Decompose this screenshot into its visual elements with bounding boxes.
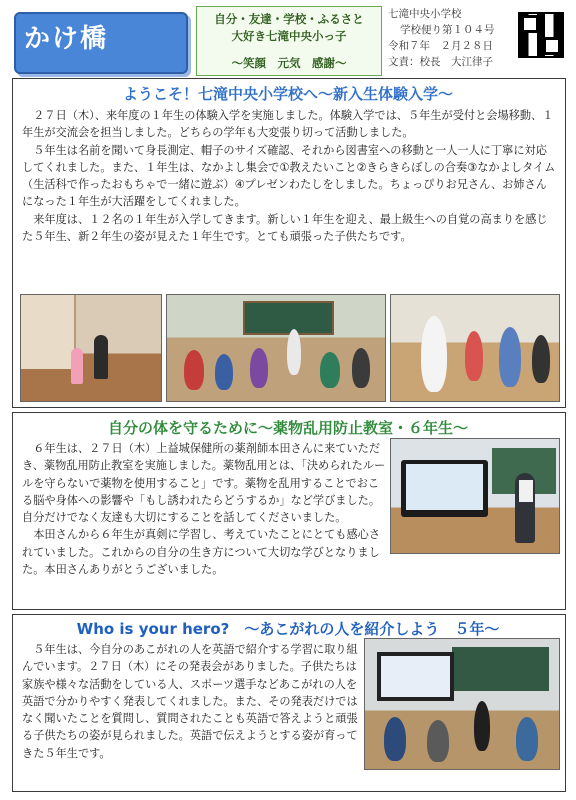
- photo-english-presentation: [364, 638, 560, 770]
- section-body-drug-abuse-prevention: [22, 440, 386, 578]
- section-title-trial-enrollment: ようこそ！七滝中央小学校へ〜新入生体験入学〜: [122, 85, 453, 103]
- photo-hallway: [20, 294, 162, 402]
- paragraph: ５年生は、今自分のあこがれの人を英語で紹介する学習に取り組んでいます。２７日（木）にその発表会がありました。子供たちは家族や様々な活動をしている人、スポーツ選手などあこがれの人を英語で分かりやすく発表してくれました。また、その発表だけではなく聞いたことを質問し、質問されたことも英語で答えようと頑張る子供たちの姿が見られました。英語で伝えようとする姿が育ってきた５年生です。: [22, 643, 358, 760]
- paragraph: ６年生は、２７日（木）上益城保健所の薬剤師本田さんに来ていただき、薬物乱用防止教室を実施しました。薬物乱用とは、「決められたルールを守らないで薬物を使用すること」です。薬物を乱用することでおこる脳や身体への影響や「もし誘われたらどうするか」など学びました。自分だけでなく友達も大切にすることを話してくださいました。: [22, 442, 386, 525]
- qr-code-icon[interactable]: [518, 12, 564, 58]
- section-body-trial-enrollment: [22, 107, 556, 245]
- publication-info: [388, 6, 508, 74]
- issue-number: 学校便り第１０４号: [400, 24, 495, 36]
- newsletter-title: かけ橋: [24, 24, 109, 54]
- author: 文責：校長 大江律子: [388, 56, 493, 68]
- section-body-who-is-your-hero: [22, 641, 358, 762]
- photo-activity: [390, 294, 560, 402]
- motto-line-2: 大好き七滝中央小っ子: [231, 29, 347, 43]
- school-name: 七滝中央小学校: [388, 8, 462, 20]
- school-motto: [196, 6, 382, 76]
- issue-date: 令和７年 ２月２８日: [388, 40, 493, 52]
- photo-classroom-circle: [166, 294, 386, 402]
- paragraph: 本田さんから６年生が真剣に学習し、考えていたことにとても感心されていました。これからの自分の生き方について大切な学びとなりました。本田さんありがとうございました。: [22, 528, 381, 577]
- motto-line-3: 〜笑顔 元気 感謝〜: [231, 56, 347, 70]
- section-title-drug-abuse-prevention: 自分の体を守るために〜薬物乱用防止教室・６年生〜: [107, 419, 468, 437]
- photo-pharmacist-lecture: [390, 438, 560, 554]
- paragraph: ５年生は名前を聞いて身長測定、帽子のサイズ確認、それから図書室への移動と一人一人に丁寧に対応してくれました。また、１年生は、なかよし集会で①教えたいこと②きらきらぼしの合奏③なかよしタイム（生活科で作ったおもちゃで一緒に遊ぶ）④プレゼンわたしをしました。ちょっぴりお兄さん、お姉さんになった１年生が大活躍をしてくれました。: [22, 143, 556, 209]
- motto-line-1: 自分・友達・学校・ふるさと: [214, 12, 364, 26]
- paragraph: ２７日（木）、来年度の１年生の体験入学を実施しました。体験入学では、５年生が受付と会場移動、１年生が交流会を担当しました。どちらの学年も大変張り切って活動しました。: [22, 109, 554, 140]
- section-title-who-is-your-hero: Who is your hero? 〜あこがれの人を紹介しよう ５年〜: [76, 620, 500, 638]
- paragraph: 来年度は、１２名の１年生が入学してきます。新しい１年生を迎え、最上級生への自覚の高まりを感じた５年生、新２年生の姿が見えた１年生です。とても頑張った子供たちです。: [22, 212, 548, 244]
